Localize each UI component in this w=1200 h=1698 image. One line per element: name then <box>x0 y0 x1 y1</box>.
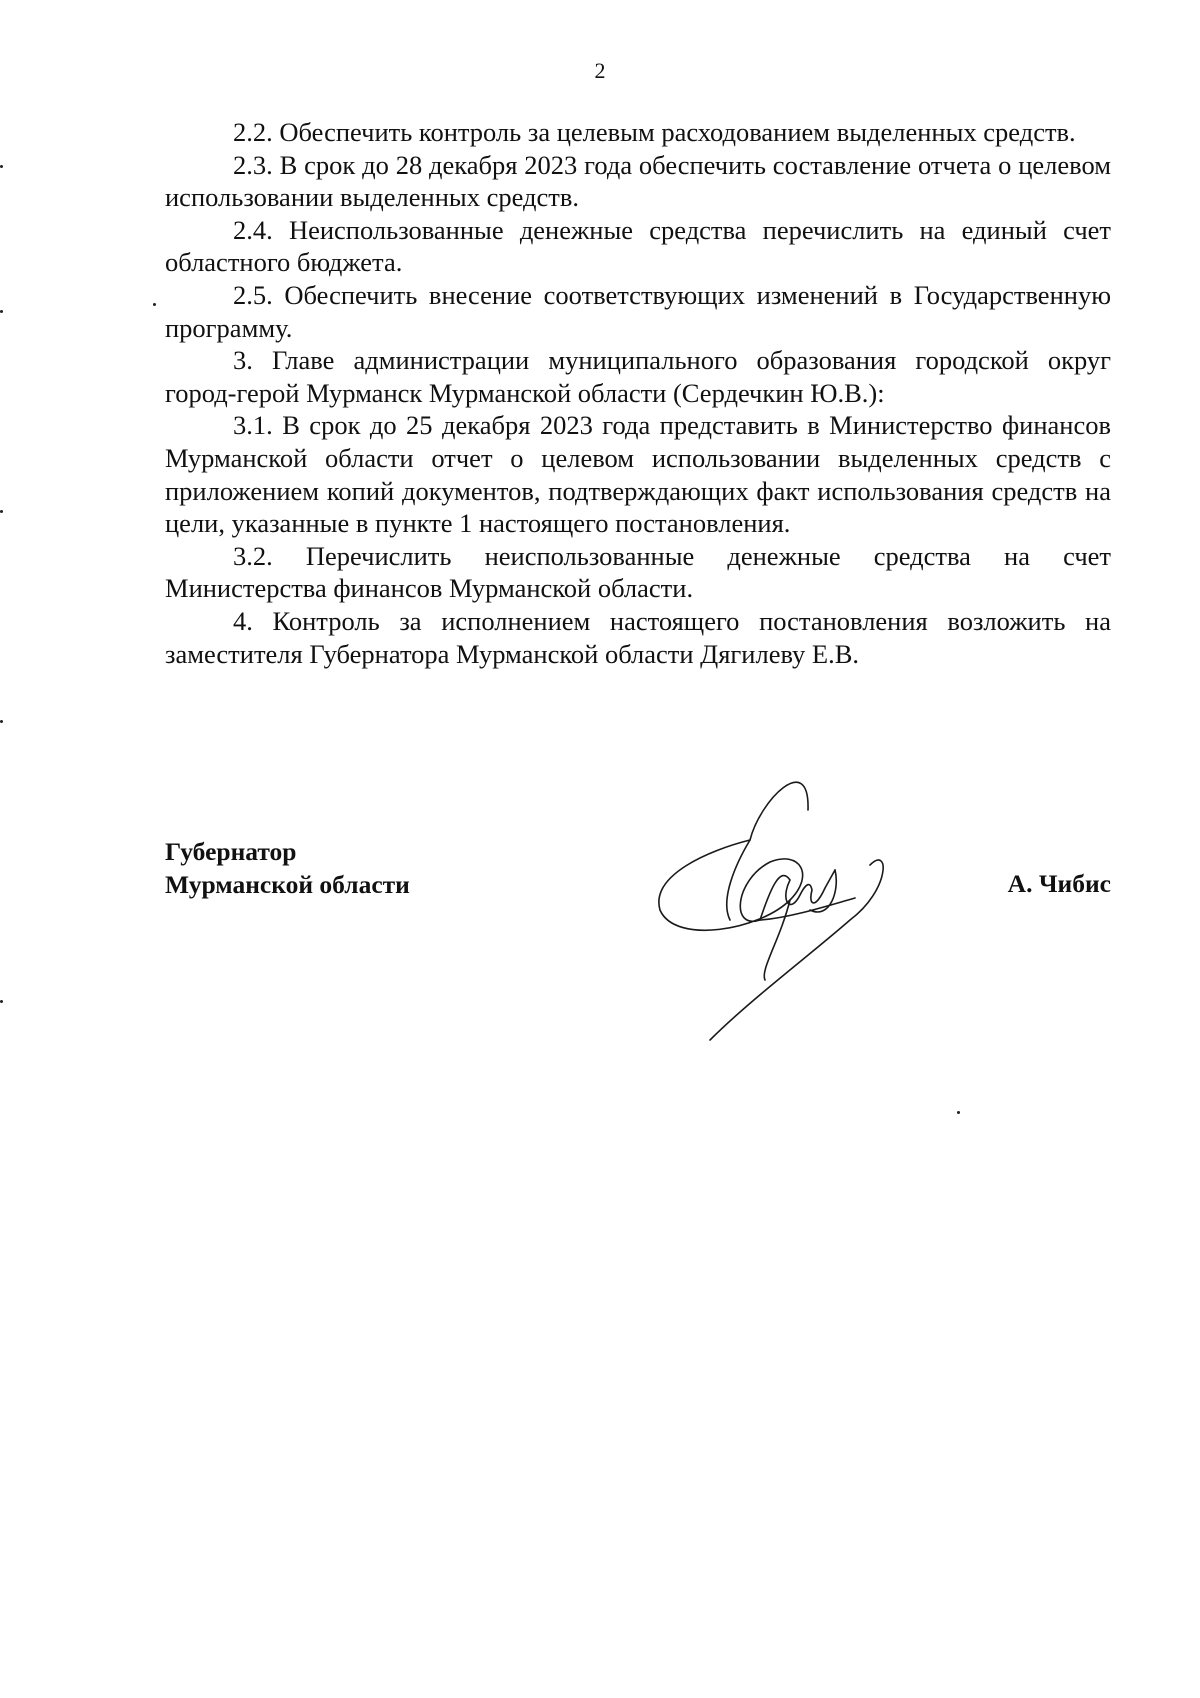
paragraph-3-1: 3.1. В срок до 25 декабря 2023 года представить в Министерство финансов Мурманской области отчет о целевом использовании выделенных средств с приложением копий документов, подтверждающих факт использования средств на цели, указанные в пункте 1 настоящего постановления. <box>165 410 1111 539</box>
scan-dot <box>0 165 3 168</box>
paragraph-2-3: 2.3. В срок до 28 декабря 2023 года обеспечить составление отчета о целевом использовании выделенных средств. <box>165 149 1111 213</box>
scan-dot <box>0 310 3 313</box>
page-number: 2 <box>594 58 606 83</box>
paragraph-4: 4. Контроль за исполнением настоящего постановления возложить на заместителя Губернатора Мурманской области Дягилеву Е.В. <box>165 605 1111 669</box>
signatory-position-line1: Губернатор <box>165 837 297 866</box>
signatory-name: А. Чибис <box>1007 869 1111 898</box>
paragraph-3: 3. Главе администрации муниципального образования городской округ город-герой Мурманск Мурманской области (Сердечкин Ю.В.): <box>165 345 1111 408</box>
scan-dot <box>0 720 3 723</box>
handwritten-signature <box>640 770 960 1045</box>
scan-dot <box>0 1000 3 1003</box>
scan-dot <box>0 510 3 513</box>
scan-margin-artifact <box>0 160 3 1160</box>
paragraph-2-2: 2.2. Обеспечить контроль за целевым расходованием выделенных средств. <box>233 117 1076 147</box>
paragraph-2-5: 2.5. Обеспечить внесение соответствующих изменений в Государственную программу. <box>165 279 1111 343</box>
paragraph-2-4: 2.4. Неиспользованные денежные средства перечислить на единый счет областного бюджета. <box>165 214 1111 278</box>
scan-dot <box>957 1111 960 1114</box>
signatory-position <box>165 836 410 901</box>
signatory-position-line2: Мурманской области <box>165 869 410 899</box>
paragraph-3-2: 3.2. Перечислить неиспользованные денежные средства на счет Министерства финансов Мурманской области. <box>165 540 1111 604</box>
signature-block <box>165 836 1111 1036</box>
scan-dot <box>153 303 156 306</box>
document-body <box>165 116 1111 670</box>
